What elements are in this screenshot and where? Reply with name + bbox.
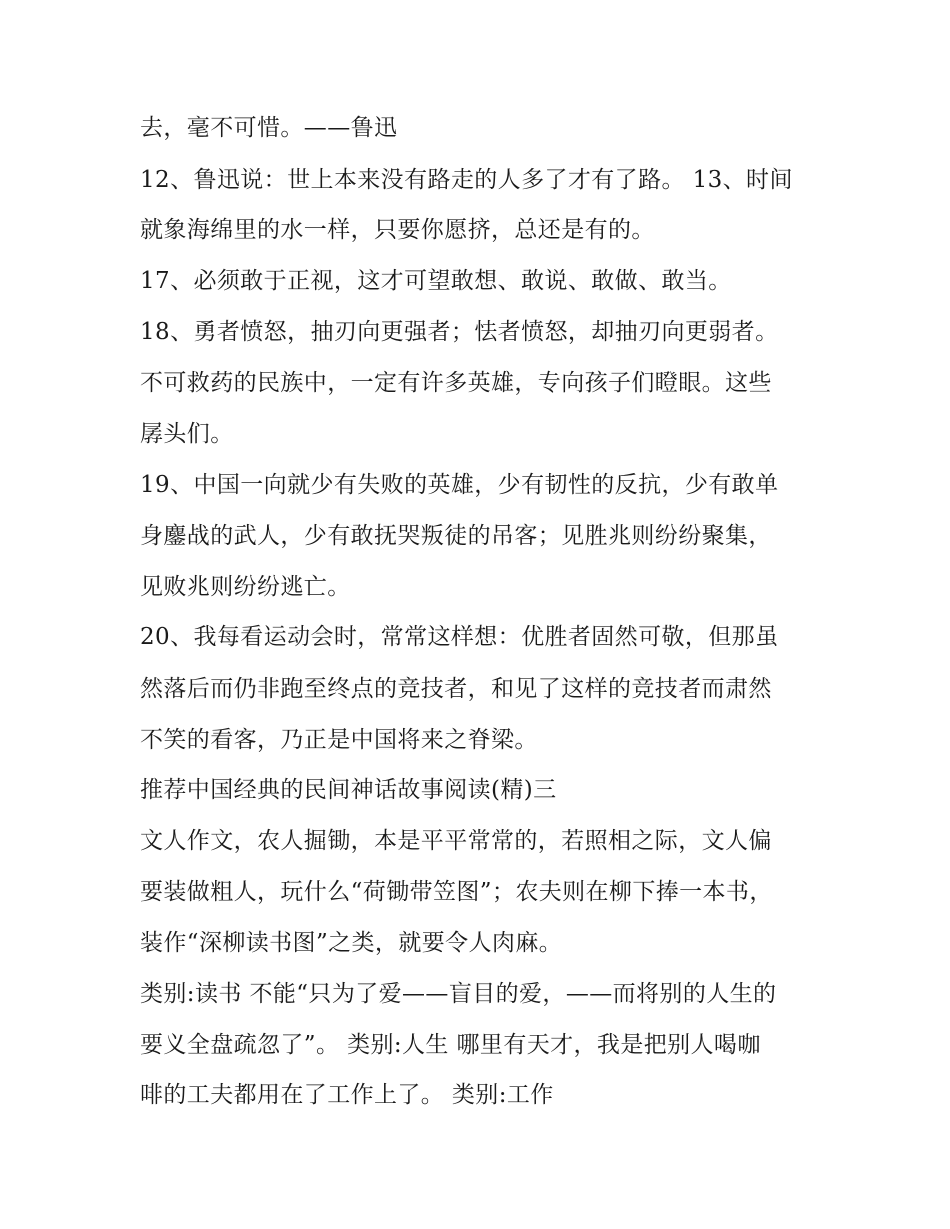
- text-line-19: 要义全盘疏忽了”。 类别:人生 哪里有天才，我是把别人喝咖: [140, 1032, 761, 1058]
- text-line-15: 文人作文，农人掘锄，本是平平常常的，若照相之际，文人偏: [140, 828, 772, 854]
- text-line-7: 孱头们。: [140, 421, 234, 447]
- text-line-8: 19、中国一向就少有失败的英雄，少有韧性的反抗，少有敢单: [140, 472, 779, 498]
- text-line-13: 不笑的看客，乃正是中国将来之脊梁。: [140, 727, 538, 753]
- text-line-2: 12、鲁迅说：世上本来没有路走的人多了才有了路。 13、时间: [140, 167, 793, 193]
- text-line-18: 类别:读书 不能“只为了爱——盲目的爱，——而将别的人生的: [140, 981, 777, 1007]
- text-line-10: 见败兆则纷纷逃亡。: [140, 574, 351, 600]
- section-heading: 推荐中国经典的民间神话故事阅读(精)三: [140, 777, 557, 803]
- text-line-4: 17、必须敢于正视，这才可望敢想、敢说、敢做、敢当。: [140, 268, 732, 294]
- text-line-20: 啡的工夫都用在了工作上了。 类别:工作: [140, 1082, 554, 1108]
- text-line-16: 要装做粗人，玩什么“荷锄带笠图”；农夫则在柳下捧一本书，: [140, 879, 773, 905]
- text-line-9: 身鏖战的武人，少有敢抚哭叛徒的吊客；见胜兆则纷纷聚集，: [140, 523, 772, 549]
- text-line-6: 不可救药的民族中，一定有许多英雄，专向孩子们瞪眼。这些: [140, 370, 772, 396]
- text-line-1: 去，毫不可惜。——鲁迅: [140, 115, 398, 141]
- text-line-5: 18、勇者愤怒，抽刃向更强者；怯者愤怒，却抽刃向更弱者。: [140, 319, 779, 345]
- text-line-3: 就象海绵里的水一样，只要你愿挤，总还是有的。: [140, 217, 655, 243]
- text-line-12: 然落后而仍非跑至终点的竞技者，和见了这样的竞技者而肃然: [140, 676, 772, 702]
- text-line-17: 装作“深柳读书图”之类，就要令人肉麻。: [140, 930, 563, 956]
- text-line-11: 20、我每看运动会时，常常这样想：优胜者固然可敬，但那虽: [140, 624, 779, 650]
